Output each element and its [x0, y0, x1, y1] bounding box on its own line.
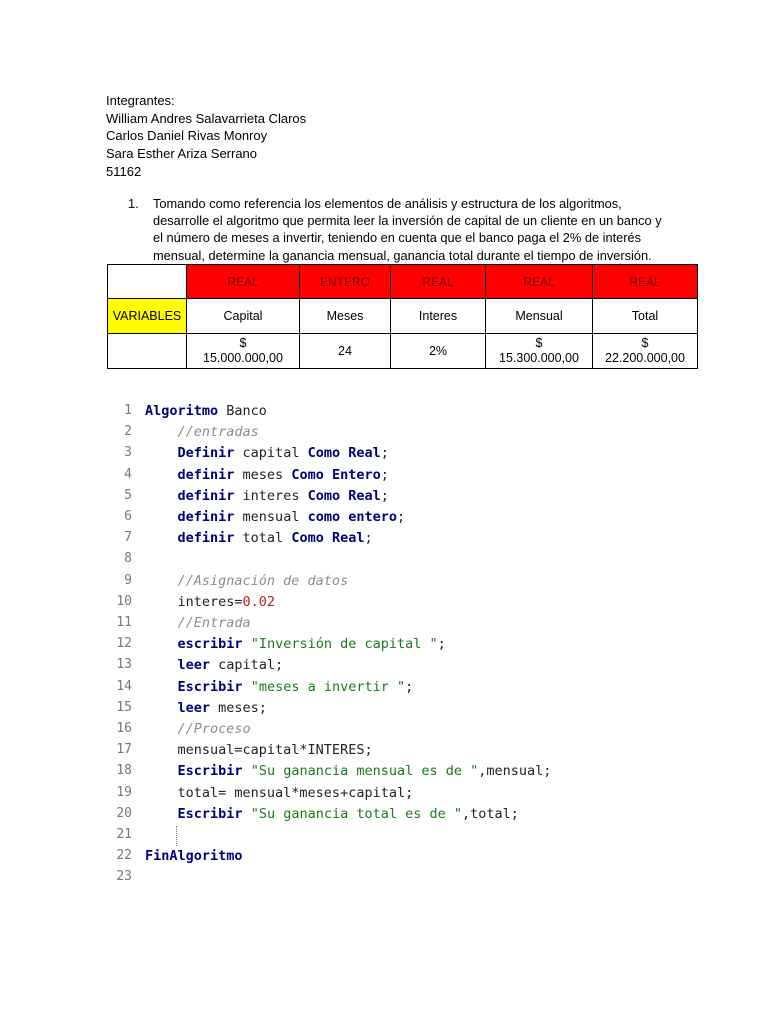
value-cell [391, 334, 486, 369]
string-token: "Inversión de capital " [250, 636, 438, 653]
type-cell: REAL [391, 265, 486, 299]
code-text [145, 679, 413, 695]
code-token [243, 806, 251, 822]
members-title: Integrantes: [106, 93, 175, 108]
code-token: total [234, 530, 292, 547]
table-row [108, 334, 698, 369]
code-text [145, 573, 348, 589]
code-token [145, 509, 178, 525]
code-text [145, 657, 283, 673]
variable-name: Meses [300, 299, 391, 334]
code-text [145, 636, 446, 652]
table-row [108, 265, 698, 299]
value-amount: 2% [428, 343, 448, 358]
type-cell: ENTERO [300, 265, 391, 299]
line-number: 3 [124, 445, 132, 461]
line-number: 14 [116, 678, 132, 694]
comment-token: //Proceso [145, 721, 251, 737]
code-token [145, 445, 178, 461]
currency-symbol: $ [641, 336, 649, 350]
code-text [145, 721, 251, 737]
code-token: Banco [218, 403, 267, 419]
keyword-token: definir [177, 509, 235, 525]
empty-cell [108, 265, 187, 299]
line-number: 19 [116, 784, 132, 800]
value-amount: 22.200.000,00 [605, 351, 685, 365]
line-number: 13 [116, 657, 132, 673]
line-number: 2 [124, 424, 132, 440]
code-text [145, 806, 519, 822]
code-token: ; [364, 530, 373, 547]
code-text [145, 594, 275, 610]
type-cell: REAL [593, 265, 698, 299]
code-text [145, 424, 259, 440]
string-token: "Su ganancia mensual es de " [250, 763, 479, 780]
currency-symbol: $ [535, 336, 543, 350]
line-number: 23 [116, 869, 132, 885]
line-number: 20 [116, 805, 132, 821]
keyword-token: leer [177, 657, 211, 674]
keyword-token: Como Entero [291, 466, 381, 483]
keyword-token: Escribir [177, 805, 243, 822]
member-name: Carlos Daniel Rivas Monroy [106, 128, 268, 144]
variables-label: VARIABLES [108, 299, 187, 334]
keyword-token: definir [177, 487, 235, 504]
question-text: Tomando como referencia los elementos de análisis y estructura de los algoritmos, desarrolle el algoritmo que permita leer la inversión de capital de un cliente en un banco y el número de meses a invertir, teniendo en cuenta que el banco paga el 2% de interés mensual, determine la ganancia mensual, ganancia total durante el tiempo de inversión. [153, 196, 662, 263]
keyword-token: definir [177, 466, 235, 483]
value-cell [593, 334, 698, 369]
code-token: meses; [210, 699, 267, 716]
code-token: ; [437, 636, 446, 653]
line-number: 18 [116, 763, 132, 779]
code-token: ,mensual; [478, 763, 552, 780]
code-token [145, 488, 178, 504]
code-token: interes= [145, 593, 243, 610]
code-token: mensual [234, 509, 308, 525]
line-number: 21 [116, 827, 132, 842]
code-token: ; [405, 678, 414, 695]
member-name: Sara Esther Ariza Serrano [106, 146, 258, 162]
empty-cell [108, 334, 187, 369]
variable-name: Capital [187, 299, 300, 334]
string-token: "Su ganancia total es de " [250, 805, 463, 822]
keyword-token: escribir [177, 636, 243, 653]
string-token: "meses a invertir " [250, 678, 406, 695]
keyword-token: Escribir [177, 678, 243, 695]
group-code: 51162 [106, 163, 142, 179]
code-text [145, 530, 373, 546]
keyword-token: Algoritmo [145, 403, 219, 419]
keyword-token: como entero [307, 509, 397, 525]
line-number: 17 [116, 742, 132, 758]
code-token [243, 679, 251, 695]
code-token [145, 657, 178, 673]
keyword-token: Como Real [291, 530, 365, 547]
code-token: ,total; [462, 805, 519, 822]
line-number: 11 [116, 615, 132, 630]
code-token: mensual=capital*INTERES; [145, 742, 373, 759]
value-amount: 15.000.000,00 [203, 351, 283, 365]
code-token [243, 763, 251, 779]
code-text [145, 615, 251, 631]
keyword-token: Como Real [307, 445, 381, 462]
code-token: meses [234, 466, 292, 483]
type-cell: REAL [187, 265, 300, 299]
code-text [145, 763, 551, 779]
line-number: 15 [116, 699, 132, 715]
members-header [106, 92, 306, 181]
value-cell [300, 334, 391, 369]
line-number: 8 [124, 551, 132, 567]
line-number: 22 [116, 848, 132, 864]
code-token [145, 679, 178, 695]
code-token [145, 763, 178, 779]
variable-name: Mensual [486, 299, 593, 334]
code-text [145, 509, 405, 525]
currency-symbol: $ [239, 336, 247, 350]
keyword-token: Como Real [307, 487, 381, 504]
table-row [108, 299, 698, 334]
code-token: ; [380, 445, 389, 462]
value-cell [486, 334, 593, 369]
comment-token: //Entrada [145, 615, 251, 631]
code-token: total= mensual*meses+capital; [145, 784, 414, 801]
code-token: ; [380, 487, 389, 504]
value-amount: 15.300.000,00 [499, 351, 579, 365]
code-text [145, 848, 243, 864]
code-text [145, 785, 413, 801]
code-text [145, 403, 267, 419]
variable-name: Total [593, 299, 698, 334]
code-token: capital; [210, 657, 284, 674]
code-text [145, 488, 389, 504]
line-number: 16 [116, 721, 132, 736]
code-token [145, 700, 178, 716]
indent-guide [176, 826, 177, 846]
line-number: 5 [124, 487, 132, 503]
code-text [145, 445, 389, 461]
type-cell: REAL [486, 265, 593, 299]
code-text [145, 742, 373, 758]
number-token: 0.02 [242, 593, 276, 610]
variable-name: Interes [391, 299, 486, 334]
code-token: ; [380, 466, 389, 483]
line-number: 12 [116, 636, 132, 652]
code-token [243, 636, 251, 652]
keyword-token: Definir [177, 445, 235, 462]
line-number: 4 [124, 466, 132, 482]
code-token [145, 806, 178, 822]
variables-table [107, 264, 698, 369]
comment-token: //entradas [145, 424, 259, 441]
line-number: 6 [124, 509, 132, 524]
line-number: 9 [124, 572, 132, 588]
value-cell [187, 334, 300, 369]
code-token: capital [234, 445, 308, 462]
line-number: 7 [124, 530, 132, 546]
code-text [145, 467, 389, 483]
code-token [145, 530, 178, 546]
code-token: ; [396, 509, 406, 525]
keyword-token: definir [177, 530, 235, 547]
keyword-token: Escribir [177, 763, 243, 780]
value-amount: 24 [338, 343, 352, 358]
code-token [145, 467, 178, 483]
line-number: 10 [116, 593, 132, 609]
line-number: 1 [124, 403, 132, 418]
code-token: interes [234, 487, 308, 504]
code-text [145, 700, 267, 716]
keyword-token: leer [177, 699, 211, 716]
question-number: 1. [128, 196, 139, 211]
comment-token: //Asignación de datos [145, 572, 349, 589]
keyword-token: FinAlgoritmo [145, 848, 243, 865]
code-token [145, 636, 178, 652]
member-name: William Andres Salavarrieta Claros [106, 110, 307, 126]
